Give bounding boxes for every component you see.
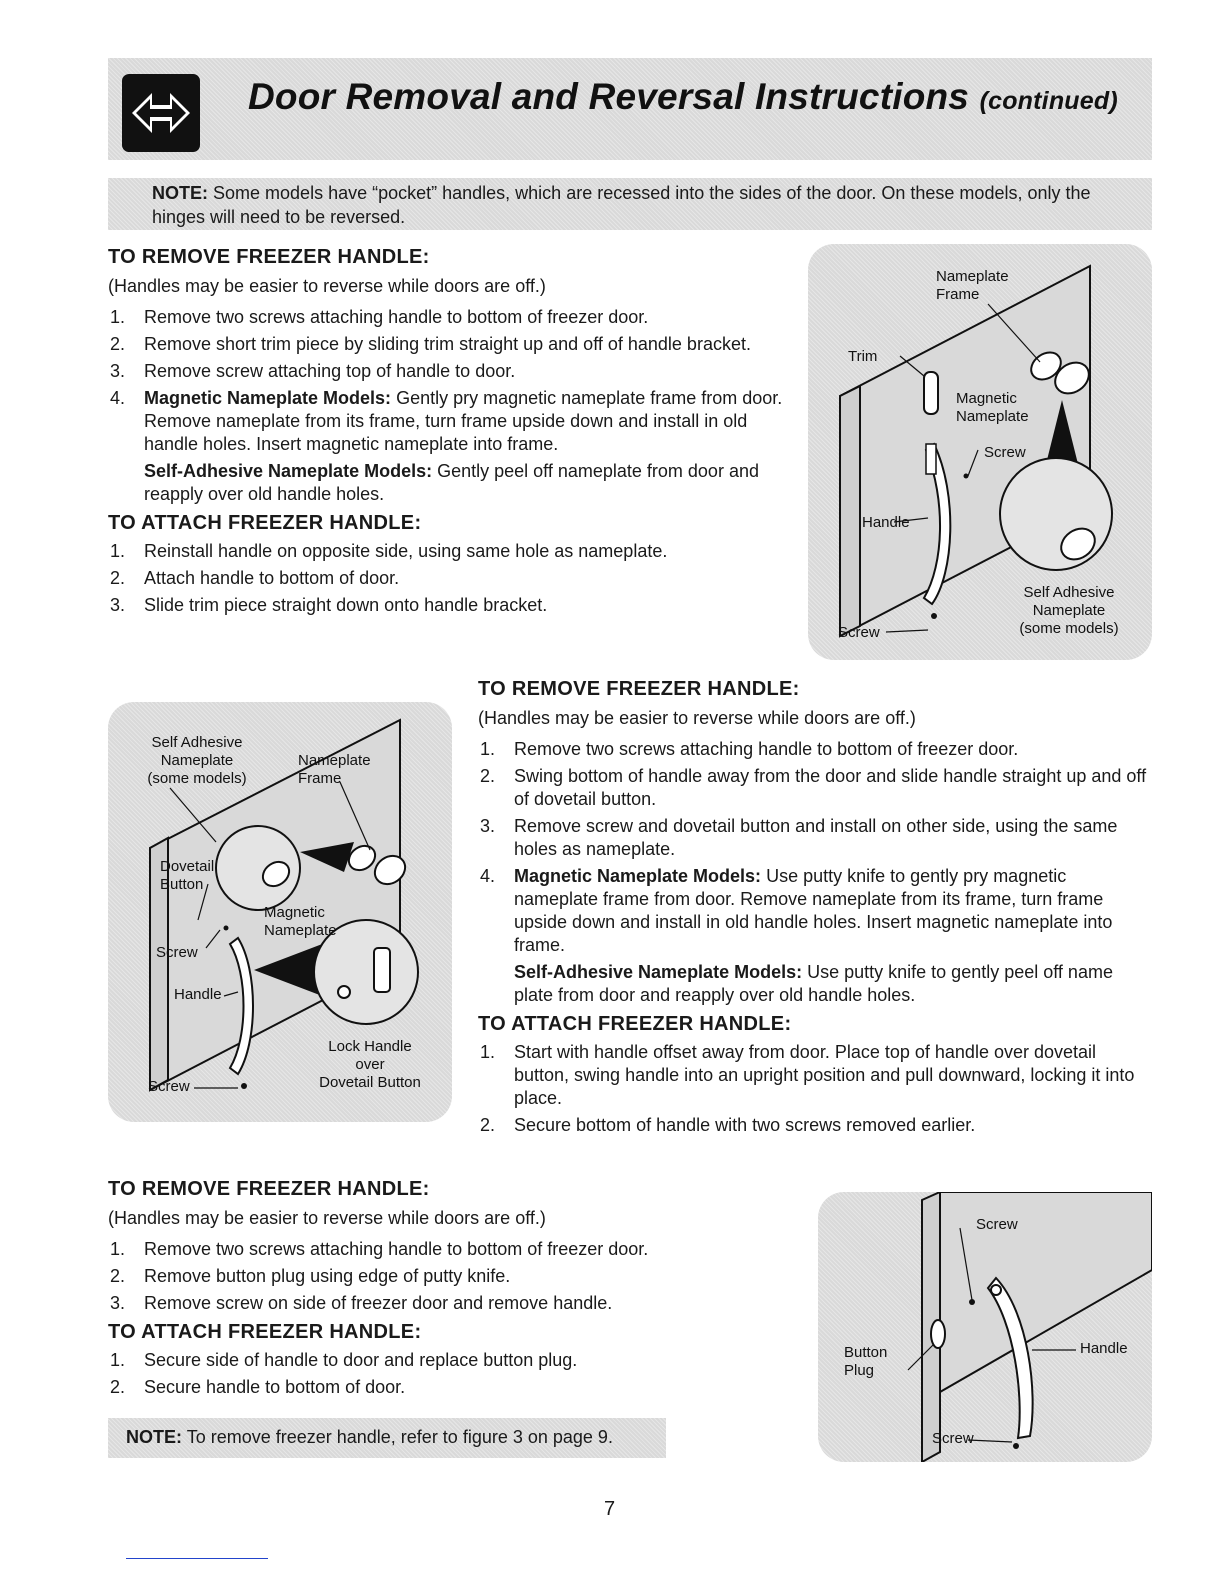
label-self-adhesive: Self Adhesive Nameplate (some models) bbox=[147, 734, 247, 787]
label-nameplate-frame: Nameplate Frame bbox=[298, 752, 371, 787]
step-item: 1. Remove two screws attaching handle to bottom of freezer door. bbox=[110, 307, 649, 327]
step-item: 2. Attach handle to bottom of door. bbox=[110, 568, 400, 588]
label-nameplate-frame: Nameplate Frame bbox=[936, 268, 1009, 303]
note-label: NOTE: bbox=[126, 1427, 182, 1447]
page-number: 7 bbox=[604, 1498, 616, 1520]
section-3 bbox=[108, 1176, 788, 1403]
attach-heading: TO ATTACH FREEZER HANDLE: bbox=[478, 1013, 792, 1035]
label-magnetic-nameplate: Magnetic Nameplate bbox=[956, 390, 1029, 425]
attach-steps bbox=[108, 1349, 788, 1399]
label-dovetail-button: Dovetail Button bbox=[160, 858, 215, 893]
step-item: 3. Remove screw and dovetail button and install on other side, using the same holes as nameplate. bbox=[480, 816, 1118, 859]
step-item: 4. Magnetic Nameplate Models: Gently pry magnetic nameplate frame from door. Remove nameplate from its frame, turn frame upside down and install in old handle holes. Insert magnetic nameplate into frame. bbox=[110, 388, 783, 454]
figure-dovetail-handle bbox=[108, 702, 452, 1122]
step-item: 3. Remove screw on side of freezer door and remove handle. bbox=[110, 1293, 613, 1313]
step-item: 1. Reinstall handle on opposite side, using same hole as nameplate. bbox=[110, 541, 668, 561]
step-item: 1. Remove two screws attaching handle to bottom of freezer door. bbox=[110, 1239, 649, 1259]
step-item: 3. Remove screw attaching top of handle to door. bbox=[110, 361, 516, 381]
note-bottom bbox=[108, 1418, 666, 1458]
step-item: 1. Start with handle offset away from door. Place top of handle over dovetail button, swing handle into an upright position and pull downward, locking it into place. bbox=[480, 1042, 1135, 1108]
self-adhesive-note: Self-Adhesive Nameplate Models: Use putty knife to gently peel off name plate from door and reapply over old handle holes. bbox=[514, 962, 1113, 1005]
remove-heading: TO REMOVE FREEZER HANDLE: bbox=[478, 678, 800, 700]
step-item: 2. Secure handle to bottom of door. bbox=[110, 1377, 406, 1397]
step-item: 3. Slide trim piece straight down onto handle bracket. bbox=[110, 595, 548, 615]
intro-text: (Handles may be easier to reverse while doors are off.) bbox=[108, 276, 546, 296]
section-1 bbox=[108, 244, 788, 621]
attach-heading: TO ATTACH FREEZER HANDLE: bbox=[108, 1321, 422, 1343]
step-item: 2. Secure bottom of handle with two screws removed earlier. bbox=[480, 1115, 976, 1135]
label-screw-top: Screw bbox=[156, 944, 198, 961]
remove-steps bbox=[108, 1238, 788, 1315]
step-item: 4. Magnetic Nameplate Models: Use putty knife to gently pry magnetic nameplate frame from door. Remove nameplate from its frame, turn frame upside down and install in old handle holes. Insert magnetic nameplate into frame. bbox=[480, 866, 1113, 955]
step-item: 2. Swing bottom of handle away from the door and slide handle straight up and off of dovetail button. bbox=[480, 766, 1147, 809]
label-screw-bottom: Screw bbox=[148, 1078, 190, 1095]
label-magnetic-nameplate: Magnetic Nameplate bbox=[264, 904, 337, 939]
section-2 bbox=[478, 676, 1154, 1141]
label-screw-top: Screw bbox=[984, 444, 1026, 461]
attach-steps bbox=[108, 540, 788, 617]
step-item: 2. Remove button plug using edge of putty knife. bbox=[110, 1266, 511, 1286]
self-adhesive-note: Self-Adhesive Nameplate Models: Gently peel off nameplate from door and reapply over old handle holes. bbox=[144, 461, 759, 504]
remove-heading: TO REMOVE FREEZER HANDLE: bbox=[108, 1178, 430, 1200]
page-header bbox=[108, 58, 1152, 160]
left-right-arrows-icon bbox=[122, 74, 200, 152]
label-handle: Handle bbox=[174, 986, 222, 1003]
remove-steps bbox=[108, 306, 788, 456]
intro-text: (Handles may be easier to reverse while doors are off.) bbox=[478, 708, 916, 728]
remove-heading: TO REMOVE FREEZER HANDLE: bbox=[108, 246, 430, 268]
note-text: Some models have “pocket” handles, which are recessed into the sides of the door. On these models, only the hinges will need to be reversed. bbox=[152, 183, 1091, 227]
note-label: NOTE: bbox=[152, 183, 208, 203]
page-title: Door Removal and Reversal Instructions (continued) bbox=[248, 76, 1118, 117]
remove-steps bbox=[478, 738, 1154, 957]
note-text: To remove freezer handle, refer to figure 3 on page 9. bbox=[186, 1427, 613, 1447]
label-self-adhesive: Self Adhesive Nameplate (some models) bbox=[1019, 584, 1119, 637]
label-screw-bottom: Screw bbox=[932, 1430, 974, 1447]
step-item: 1. Secure side of handle to door and replace button plug. bbox=[110, 1350, 578, 1370]
label-lock-handle: Lock Handle over Dovetail Button bbox=[319, 1038, 421, 1091]
label-button-plug: Button Plug bbox=[844, 1344, 888, 1379]
label-screw-top: Screw bbox=[976, 1216, 1018, 1233]
footer-rule bbox=[126, 1558, 268, 1559]
label-trim: Trim bbox=[848, 348, 878, 365]
label-screw-bottom: Screw bbox=[838, 624, 880, 641]
note-top bbox=[108, 178, 1152, 230]
attach-steps bbox=[478, 1041, 1154, 1137]
title-continued: (continued) bbox=[979, 87, 1118, 115]
intro-text: (Handles may be easier to reverse while doors are off.) bbox=[108, 1208, 546, 1228]
step-item: 1. Remove two screws attaching handle to bottom of freezer door. bbox=[480, 739, 1019, 759]
attach-heading: TO ATTACH FREEZER HANDLE: bbox=[108, 512, 422, 534]
label-handle: Handle bbox=[862, 514, 910, 531]
step-item: 2. Remove short trim piece by sliding trim straight up and off of handle bracket. bbox=[110, 334, 751, 354]
figure-button-plug-handle bbox=[818, 1192, 1152, 1462]
figure-freezer-handle-trim bbox=[808, 244, 1152, 660]
label-handle: Handle bbox=[1080, 1340, 1128, 1357]
